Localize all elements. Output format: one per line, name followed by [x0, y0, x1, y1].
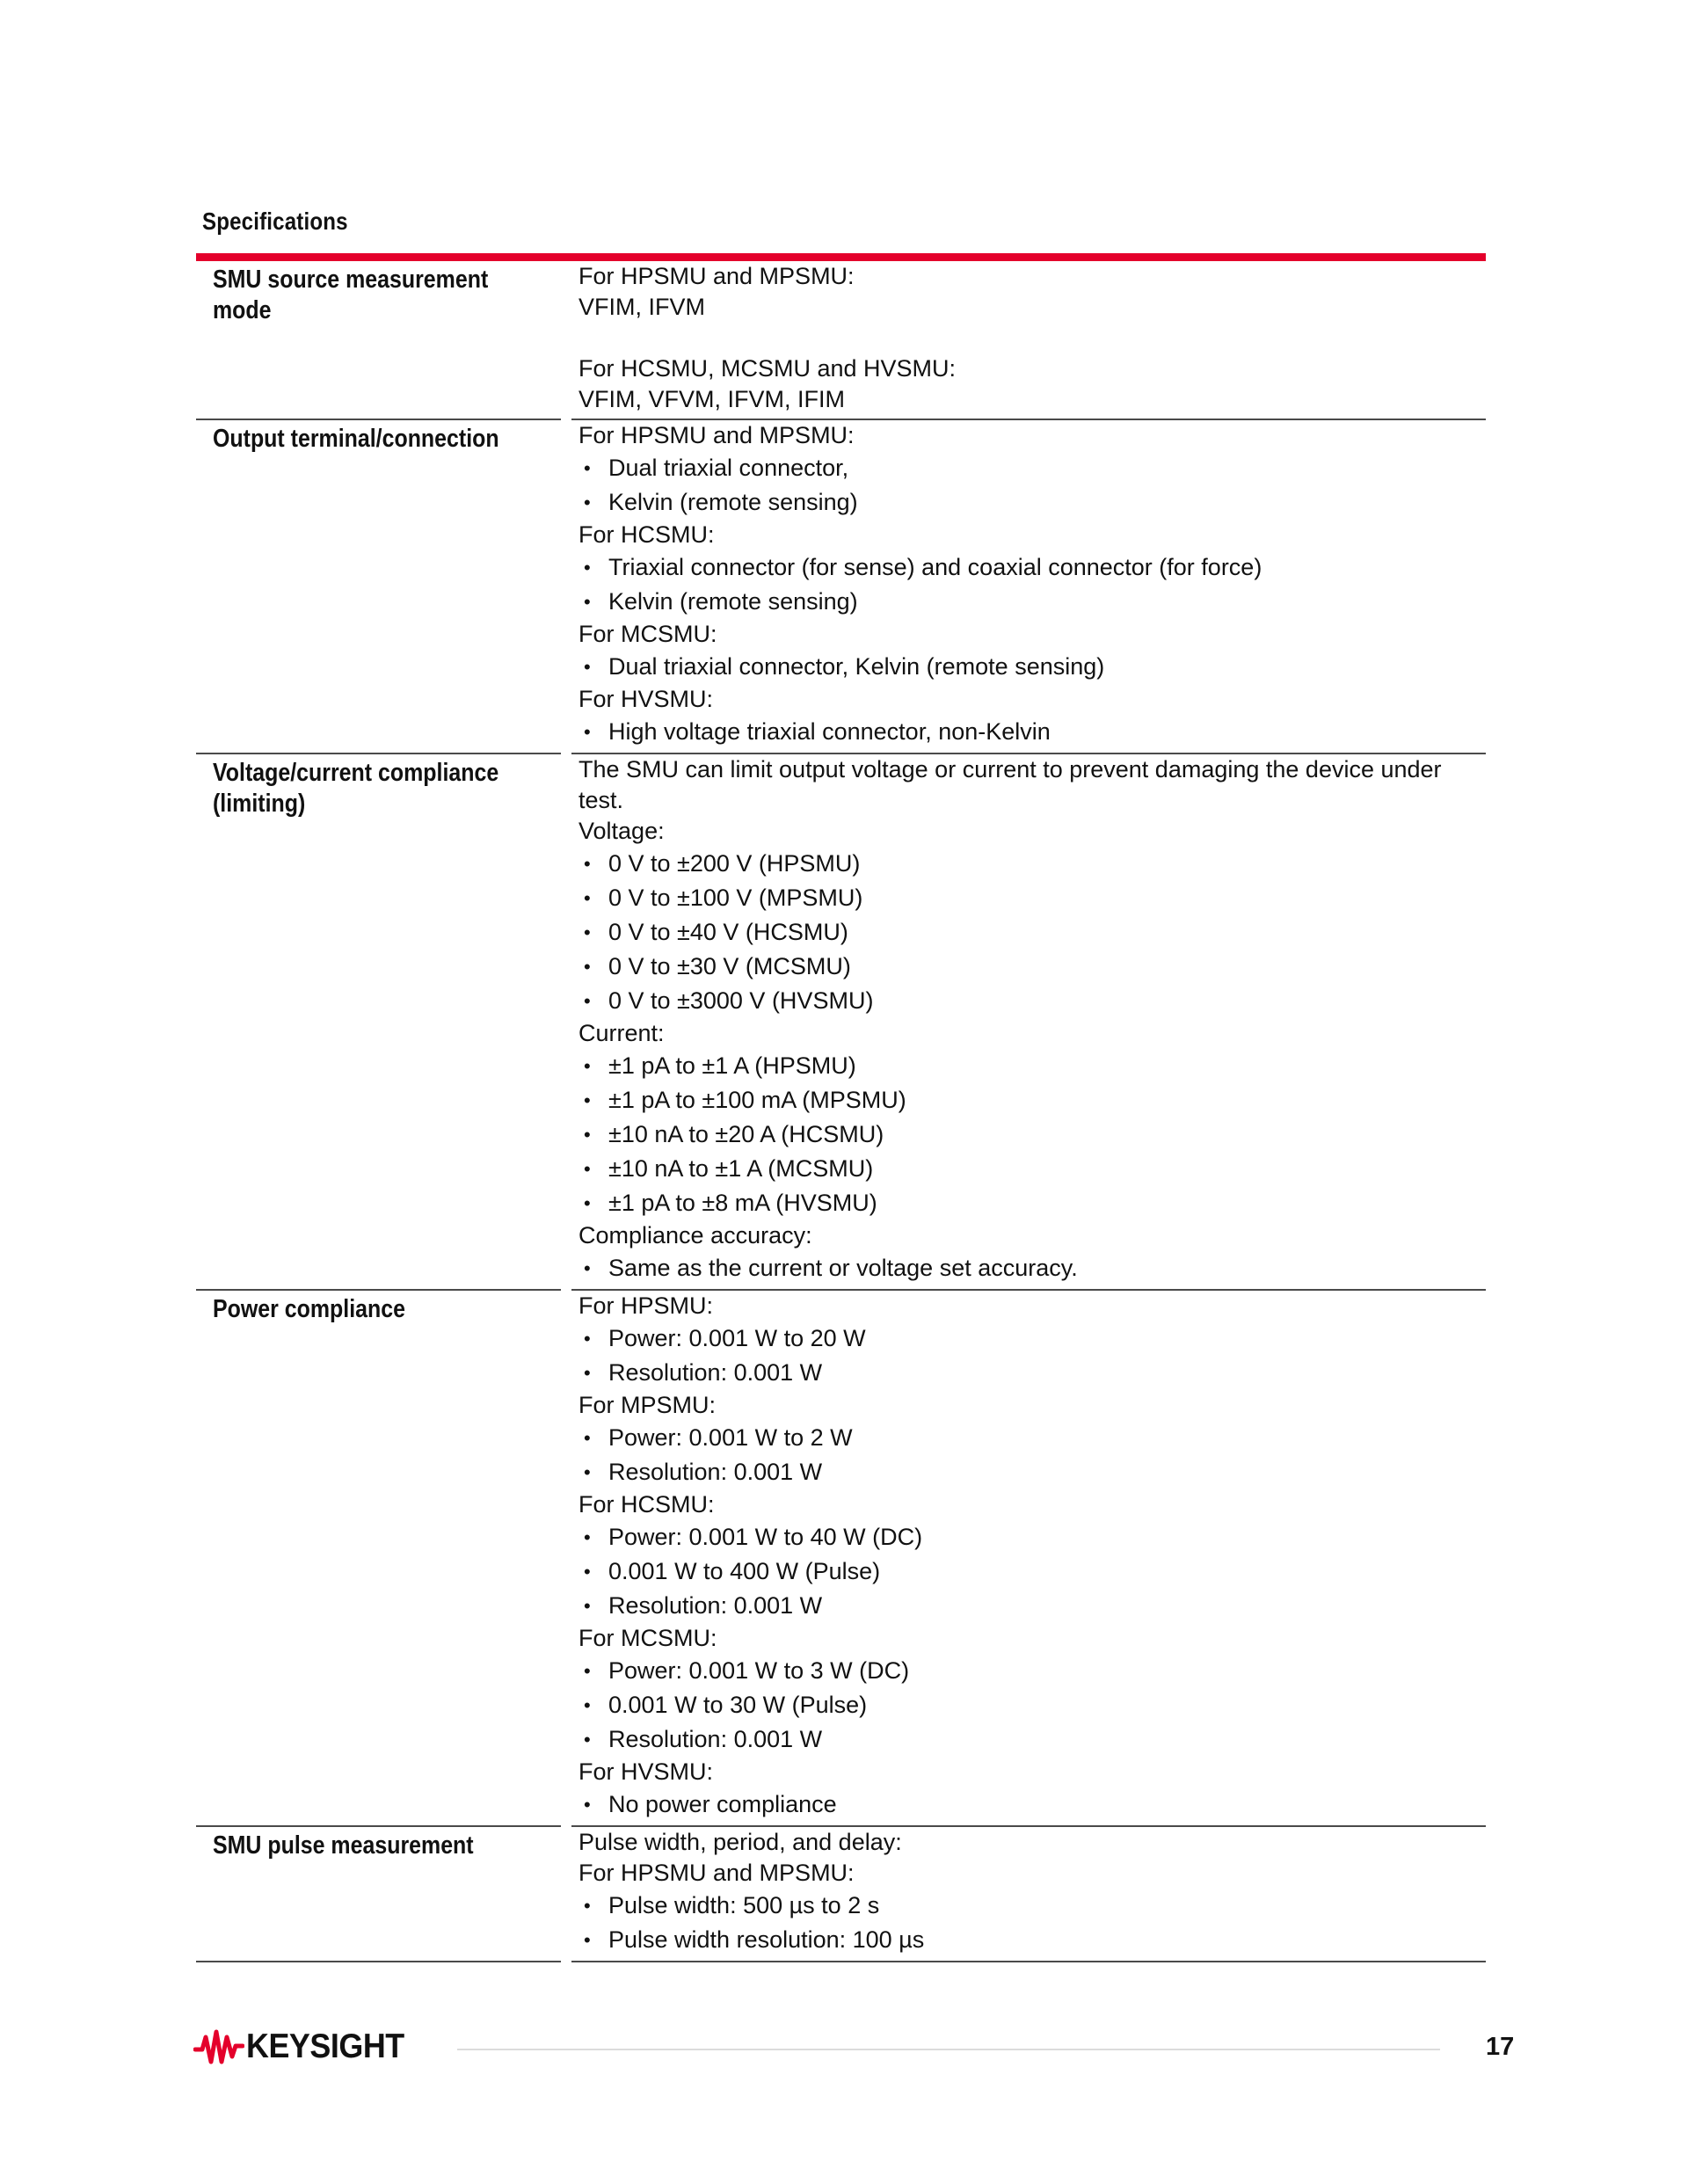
spec-bullet-item: • ±1 pA to ±100 mA (MPSMU): [578, 1083, 1477, 1117]
spec-text: The SMU can limit output voltage or current to prevent damaging the device under test.: [578, 756, 1442, 813]
spec-label-cell: [196, 1291, 571, 1827]
spec-bullet-list: [578, 550, 1477, 619]
spec-text: For HCSMU, MCSMU and HVSMU:: [578, 355, 957, 382]
spec-content-cell: [571, 1827, 1486, 1962]
spacer: [578, 323, 1477, 353]
spec-bullet-item: • 0.001 W to 400 W (Pulse): [578, 1554, 1477, 1589]
spec-bullet-list: [578, 1421, 1477, 1489]
spec-bullet-item: • Power: 0.001 W to 3 W (DC): [578, 1654, 1477, 1688]
spec-row: [196, 261, 1486, 420]
spec-bullet-item: • Dual triaxial connector,: [578, 451, 1477, 485]
spec-bullet-list: [578, 1049, 1477, 1220]
spec-row: [196, 420, 1486, 754]
spec-row: [196, 1827, 1486, 1962]
spec-bullet-list: [578, 650, 1477, 684]
spec-bullet-item: • 0 V to ±3000 V (HVSMU): [578, 984, 1477, 1018]
spec-bullet-item: • Kelvin (remote sensing): [578, 585, 1477, 619]
spec-text: For MCSMU:: [578, 1625, 717, 1651]
spec-bullet-item: • 0 V to ±30 V (MCSMU): [578, 950, 1477, 984]
spec-text: For HPSMU and MPSMU:: [578, 1860, 855, 1886]
spec-label-cell: [196, 1827, 571, 1962]
spec-bullet-item: • Pulse width resolution: 100 µs: [578, 1923, 1477, 1957]
spec-bullet-item: • Resolution: 0.001 W: [578, 1356, 1477, 1390]
spec-label-cell: [196, 420, 571, 754]
table-header-rule: [196, 253, 1486, 261]
spec-content-cell: [571, 261, 1486, 420]
spec-bullet-item: • ±1 pA to ±1 A (HPSMU): [578, 1049, 1477, 1083]
specifications-table: [196, 261, 1486, 1962]
spec-bullet-item: • ±10 nA to ±1 A (MCSMU): [578, 1152, 1477, 1186]
spec-bullet-item: • 0 V to ±40 V (HCSMU): [578, 915, 1477, 950]
spec-text: For HCSMU:: [578, 521, 715, 548]
spec-bullet-item: • Resolution: 0.001 W: [578, 1722, 1477, 1757]
spec-label: Power compliance: [213, 1295, 406, 1323]
spec-content-cell: [571, 754, 1486, 1291]
spec-bullet-item: • Kelvin (remote sensing): [578, 485, 1477, 520]
spec-label: Voltage/current compliance (limiting): [213, 759, 499, 818]
spec-bullet-list: [578, 1251, 1477, 1285]
spec-bullet-list: [578, 1787, 1477, 1822]
spec-content-cell: [571, 1291, 1486, 1827]
spec-bullet-item: • Power: 0.001 W to 20 W: [578, 1321, 1477, 1356]
spec-bullet-item: • No power compliance: [578, 1787, 1477, 1822]
spec-bullet-list: [578, 451, 1477, 520]
spec-text: For HPSMU:: [578, 1292, 714, 1319]
spec-text: Compliance accuracy:: [578, 1222, 812, 1249]
page-number: 17: [1486, 2033, 1515, 2061]
spec-label: SMU source measurement mode: [213, 266, 489, 324]
spec-bullet-list: [578, 1321, 1477, 1390]
spec-label: SMU pulse measurement: [213, 1831, 474, 1860]
spec-label: Output terminal/connection: [213, 425, 499, 453]
spec-bullet-item: • ±1 pA to ±8 mA (HVSMU): [578, 1186, 1477, 1220]
spec-text: For HPSMU and MPSMU:: [578, 422, 855, 448]
spec-text: Voltage:: [578, 818, 665, 844]
spec-bullet-list: [578, 847, 1477, 1018]
spec-bullet-item: • Power: 0.001 W to 2 W: [578, 1421, 1477, 1455]
spec-bullet-item: • Same as the current or voltage set accuracy.: [578, 1251, 1477, 1285]
spec-bullet-item: • Power: 0.001 W to 40 W (DC): [578, 1520, 1477, 1554]
spec-text: VFIM, VFVM, IFVM, IFIM: [578, 386, 845, 412]
logo-wordmark: KEYSIGHT: [246, 2027, 404, 2065]
section-title: Specifications: [202, 207, 348, 235]
spec-text: For HVSMU:: [578, 686, 714, 712]
spec-bullet-list: [578, 1889, 1477, 1957]
spec-row: [196, 1291, 1486, 1827]
spec-bullet-item: • Resolution: 0.001 W: [578, 1455, 1477, 1489]
spec-text: For HCSMU:: [578, 1491, 715, 1518]
spec-text: Pulse width, period, and delay:: [578, 1829, 902, 1855]
spec-bullet-item: • 0.001 W to 30 W (Pulse): [578, 1688, 1477, 1722]
spec-text: For HVSMU:: [578, 1758, 714, 1785]
spec-text: For HPSMU and MPSMU:: [578, 263, 855, 289]
spec-bullet-item: • ±10 nA to ±20 A (HCSMU): [578, 1117, 1477, 1152]
spec-bullet-item: • High voltage triaxial connector, non-Kelvin: [578, 715, 1477, 749]
spec-row: [196, 754, 1486, 1291]
spec-text: Current:: [578, 1020, 665, 1046]
keysight-logo: [193, 2027, 418, 2067]
spec-label-cell: [196, 261, 571, 420]
red-rule-bar: [196, 253, 1486, 261]
spec-text: VFIM, IFVM: [578, 294, 705, 320]
spec-content-cell: [571, 420, 1486, 754]
footer-divider: [457, 2049, 1440, 2050]
spec-text: For MPSMU:: [578, 1392, 717, 1418]
spec-bullet-item: • Pulse width: 500 µs to 2 s: [578, 1889, 1477, 1923]
spec-label-cell: [196, 754, 571, 1291]
spec-bullet-item: • Triaxial connector (for sense) and coaxial connector (for force): [578, 550, 1477, 585]
spec-bullet-item: • Dual triaxial connector, Kelvin (remote sensing): [578, 650, 1477, 684]
spec-bullet-list: [578, 715, 1477, 749]
spec-bullet-item: • 0 V to ±100 V (MPSMU): [578, 881, 1477, 915]
spec-bullet-item: • 0 V to ±200 V (HPSMU): [578, 847, 1477, 881]
spec-bullet-item: • Resolution: 0.001 W: [578, 1589, 1477, 1623]
keysight-wave-icon: [193, 2027, 244, 2067]
spec-bullet-list: [578, 1520, 1477, 1623]
spec-bullet-list: [578, 1654, 1477, 1757]
spec-text: For MCSMU:: [578, 621, 717, 647]
